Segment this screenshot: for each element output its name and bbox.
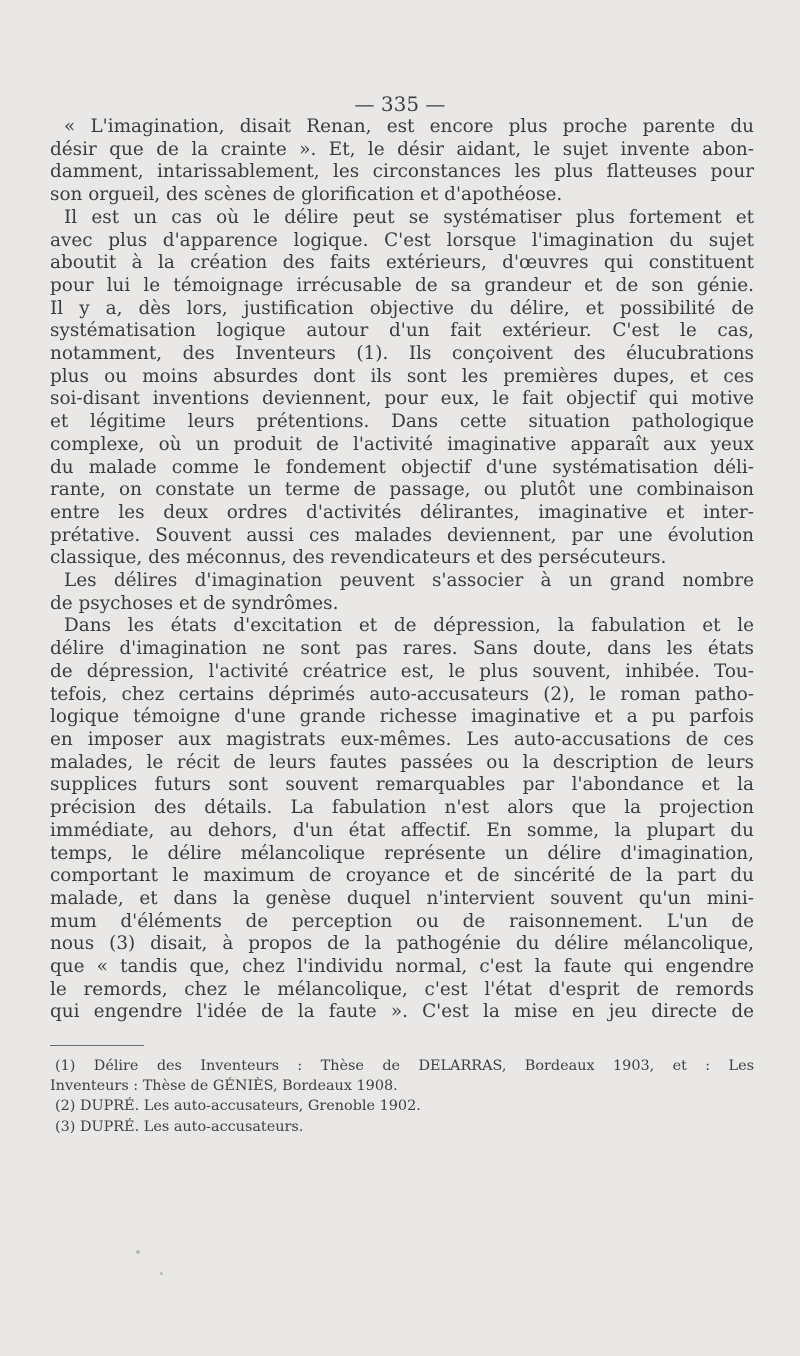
text-line: nous (3) disait, à propos de la pathogénie du délire mélancolique,	[50, 933, 754, 955]
page-number: — 335 —	[354, 92, 446, 116]
text-line: Les délires d'imagination peuvent s'associer à un grand nombre	[64, 570, 754, 592]
text-line: notamment, des Inventeurs (1). Ils conçoivent des élucubrations	[50, 343, 754, 365]
text-line: malades, le récit de leurs fautes passées ou la description de leurs	[50, 751, 754, 773]
text-line: que « tandis que, chez l'individu normal, c'est la faute qui engendre	[50, 956, 754, 978]
paper-speck	[160, 1272, 163, 1275]
text-line: en imposer aux magistrats eux-mêmes. Les auto-accusations de ces	[50, 728, 754, 750]
text-line: prétative. Souvent aussi ces malades deviennent, par une évolution	[50, 524, 754, 546]
text-line: logique témoigne d'une grande richesse imaginative et a pu parfois	[50, 706, 754, 728]
footnote-divider	[50, 1045, 144, 1046]
paper-speck	[136, 1250, 140, 1254]
text-line: du malade comme le fondement objectif d'une systématisation déli-	[50, 456, 754, 478]
text-line: et légitime leurs prétentions. Dans cette situation pathologique	[50, 411, 754, 433]
text-line: mum d'éléments de perception ou de raisonnement. L'un de	[50, 910, 754, 932]
text-line: le remords, chez le mélancolique, c'est l'état d'esprit de remords	[50, 978, 754, 1000]
text-line: aboutit à la création des faits extérieurs, d'œuvres qui constituent	[50, 252, 754, 274]
footnote-line: (3) DUPRÉ. Les auto-accusateurs.	[55, 1118, 304, 1135]
text-line: rante, on constate un terme de passage, ou plutôt une combinaison	[50, 479, 754, 501]
text-line: Il est un cas où le délire peut se systématiser plus fortement et	[64, 206, 754, 228]
text-line: malade, et dans la genèse duquel n'intervient souvent qu'un mini-	[50, 887, 754, 909]
text-line: précision des détails. La fabulation n'est alors que la projection	[50, 797, 754, 819]
text-line: comportant le maximum de croyance et de sincérité de la part du	[50, 865, 754, 887]
text-line: systématisation logique autour d'un fait extérieur. C'est le cas,	[50, 320, 754, 342]
text-line: soi-disant inventions deviennent, pour eux, le fait objectif qui motive	[50, 388, 754, 410]
text-line: délire d'imagination ne sont pas rares. Sans doute, dans les états	[50, 638, 754, 660]
text-line: avec plus d'apparence logique. C'est lorsque l'imagination du sujet	[50, 229, 754, 251]
body-text	[50, 116, 754, 1024]
text-line: classique, des méconnus, des revendicateurs et des persécuteurs.	[50, 547, 667, 569]
text-line: complexe, où un produit de l'activité imaginative apparaît aux yeux	[50, 433, 754, 455]
footnote-line: (2) DUPRÉ. Les auto-accusateurs, Grenoble 1902.	[55, 1098, 421, 1115]
footnote-line: Inventeurs : Thèse de GÉNIÈS, Bordeaux 1908.	[50, 1078, 398, 1095]
text-line: de dépression, l'activité créatrice est, le plus souvent, inhibée. Tou-	[50, 660, 754, 682]
text-line: qui engendre l'idée de la faute ». C'est la mise en jeu directe de	[50, 1001, 754, 1023]
text-line: désir que de la crainte ». Et, le désir aidant, le sujet invente abon-	[50, 138, 754, 160]
text-line: tefois, chez certains déprimés auto-accusateurs (2), le roman patho-	[50, 683, 754, 705]
text-line: « L'imagination, disait Renan, est encore plus proche parente du	[64, 116, 754, 137]
text-line: immédiate, au dehors, d'un état affectif. En somme, la plupart du	[50, 819, 754, 841]
text-line: entre les deux ordres d'activités délirantes, imaginative et inter-	[50, 501, 754, 523]
text-line: temps, le délire mélancolique représente un délire d'imagination,	[50, 842, 754, 864]
text-line: Il y a, dès lors, justification objective du délire, et possibilité de	[50, 297, 754, 319]
text-line: son orgueil, des scènes de glorification et d'apothéose.	[50, 184, 563, 206]
footnotes	[50, 1056, 760, 1137]
text-line: damment, intarissablement, les circonstances les plus flatteuses pour	[50, 161, 754, 183]
text-line: plus ou moins absurdes dont ils sont les premières dupes, et ces	[50, 365, 754, 387]
text-line: de psychoses et de syndrômes.	[50, 592, 339, 614]
footnote-line: (1) Délire des Inventeurs : Thèse de DELARRAS, Bordeaux 1903, et : Les	[55, 1058, 754, 1074]
text-line: Dans les états d'excitation et de dépression, la fabulation et le	[64, 615, 754, 637]
text-line: pour lui le témoignage irrécusable de sa grandeur et de son génie.	[50, 274, 754, 296]
text-line: supplices futurs sont souvent remarquables par l'abondance et la	[50, 774, 754, 796]
